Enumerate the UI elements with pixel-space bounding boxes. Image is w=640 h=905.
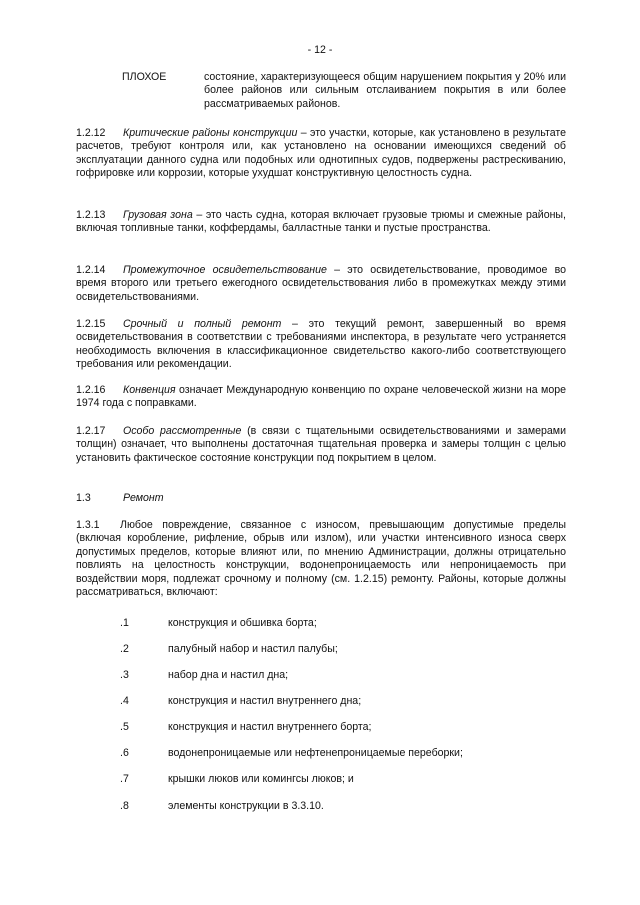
list-item-number: .1	[120, 617, 129, 629]
clause-number: 1.2.16	[76, 384, 106, 396]
list-item-text: конструкция и обшивка борта;	[168, 617, 317, 629]
clause-number: 1.2.15	[76, 318, 106, 330]
definition-1-2-17	[76, 425, 566, 465]
list-item-number: .7	[120, 773, 129, 785]
clause-number: 1.2.13	[76, 209, 106, 221]
defined-term: Особо рассмотренные	[123, 425, 242, 437]
list-item-text: элементы конструкции в 3.3.10.	[168, 800, 324, 812]
list-item-text: конструкция и настил внутреннего дна;	[168, 695, 362, 707]
definition-text: (в связи с тщательными освидетельствованиями и замерами толщин) означает, что выполнены достаточная тщательная проверка и замеры толщин с целью установить фактическое состояние конструкции под покрытием в целом.	[76, 425, 566, 464]
section-title: Ремонт	[123, 492, 164, 504]
defined-term: Промежуточное освидетельствование	[123, 264, 327, 276]
defined-term: Грузовая зона	[123, 209, 193, 221]
definition-1-2-13	[76, 209, 566, 236]
defined-term: Конвенция	[123, 384, 176, 396]
clause-number: 1.2.17	[76, 425, 106, 437]
section-heading	[76, 492, 566, 505]
list-item-text: палубный набор и настил палубы;	[168, 643, 338, 655]
list-item-number: .2	[120, 643, 129, 655]
definition-1-2-12	[76, 127, 566, 181]
grade-term: ПЛОХОЕ	[122, 71, 167, 83]
list-item-text: конструкция и настил внутреннего борта;	[168, 721, 372, 733]
paragraph-1-3-1	[76, 519, 566, 599]
list-item-number: .5	[120, 721, 129, 733]
list-item-number: .3	[120, 669, 129, 681]
defined-term: Критические районы конструкции	[123, 127, 298, 139]
defined-term: Срочный и полный ремонт	[123, 318, 282, 330]
grade-description: состояние, характеризующееся общим нарушением покрытия у 20% или более районов или сильным отслаиванием покрытия в или более рассматриваемых районов.	[204, 71, 566, 110]
definition-text: это текущий ремонт, завершенный во время освидетельствования в соответствии с требованиями инспектора, в результате чего устраняется необходимость включения в классификационное свидетельство какого-либо соответствующего требования или рекомендации.	[76, 318, 566, 371]
list-item-text: водонепроницаемые или нефтенепроницаемые переборки;	[168, 747, 463, 759]
definition-text: означает Международную конвенцию по охране человеческой жизни на море 1974 года с поправками.	[76, 384, 567, 410]
definition-text: это часть судна, которая включает грузовые трюмы и смежные районы, включая топливные танки, коффердамы, балластные танки и пустые пространства.	[76, 209, 566, 235]
definition-1-2-14	[76, 264, 566, 304]
list-item-number: .8	[120, 800, 129, 812]
definition-text: это освидетельствование, проводимое во время второго или третьего ежегодного освидетельствования либо в промежутках между этими освидетельствованиями.	[76, 264, 567, 303]
definition-1-2-16	[76, 384, 566, 411]
list-item-number: .6	[120, 747, 129, 759]
term-separator: –	[281, 318, 309, 330]
term-separator: –	[326, 264, 348, 276]
clause-number: 1.2.14	[76, 264, 106, 276]
definition-text: это участки, которые, как установлено в результате расчетов, требуют контроля или, как установлено на основании имеющихся сведений об эксплуатации данного судна или подобных или однотипных судов, подвержены растрескиванию, гофрировке или коррозии, которые ухудшат конструктивную целостность судна.	[76, 127, 566, 180]
list-item-number: .4	[120, 695, 129, 707]
section-number: 1.3	[76, 492, 91, 504]
paragraph-text: Любое повреждение, связанное с износом, превышающим допустимые пределы (включая коробление, рифление, обрыв или излом), или участки интенсивного износа сверх допустимых пределов, которые влияют или, по мнению Администрации, должны отрицательно повлиять на целостность конструкции, водонепроницаемость или непроницаемость при воздействии моря, подлежат срочному и полному (см. 1.2.15) ремонту. Районы, которые должны рассматриваться, включают:	[76, 519, 566, 599]
clause-number: 1.2.12	[76, 127, 106, 139]
page-number: - 12 -	[307, 44, 333, 56]
term-separator: –	[192, 209, 206, 221]
list-item-text: набор дна и настил дна;	[168, 669, 289, 681]
clause-number: 1.3.1	[76, 519, 100, 531]
list-item-text: крышки люков или комингсы люков; и	[168, 773, 354, 785]
term-separator: –	[297, 127, 311, 139]
definition-1-2-15	[76, 318, 566, 372]
